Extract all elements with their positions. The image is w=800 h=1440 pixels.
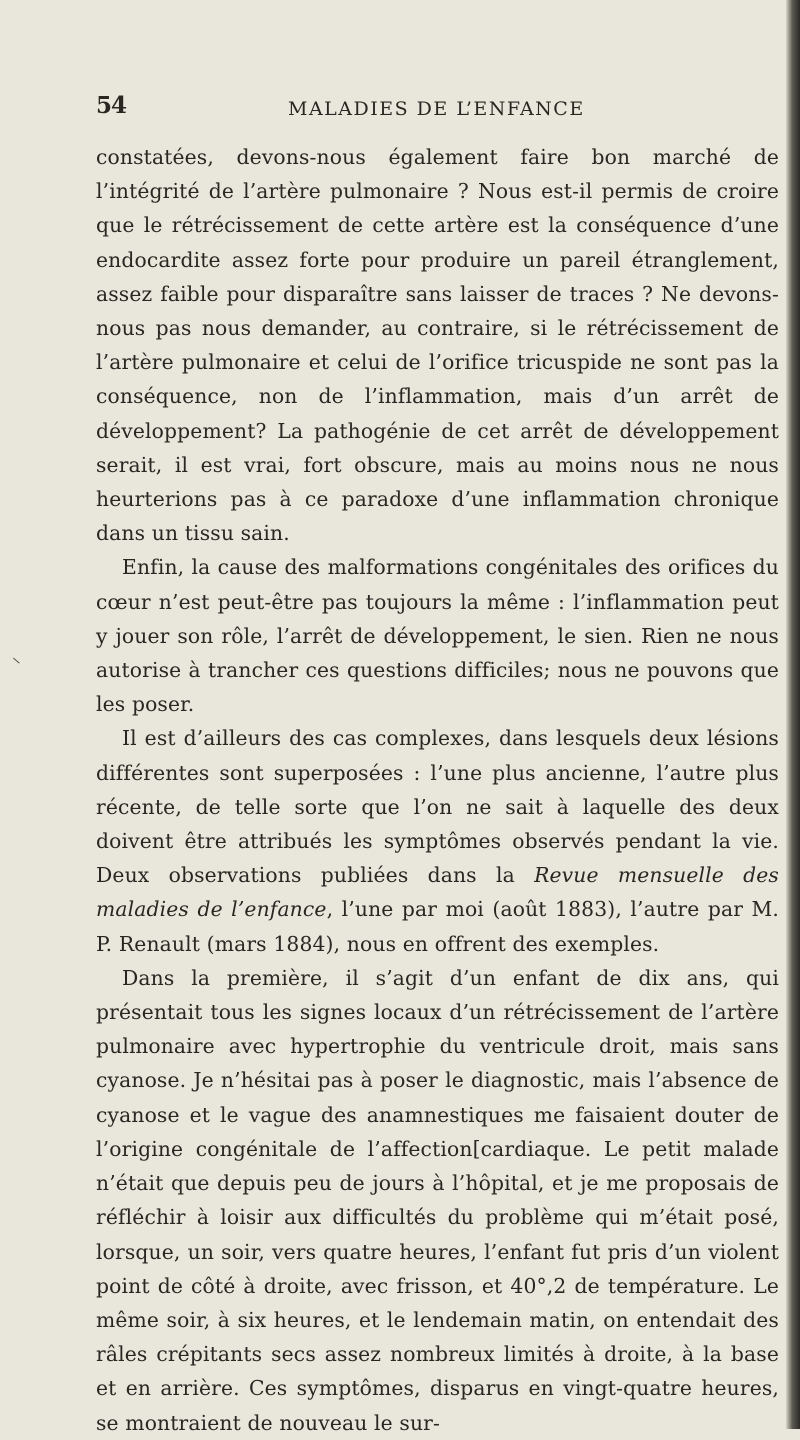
paragraph-2: Enfin, la cause des malformations congénitales des orifices du cœur n’est peut-être pas toujours la même : l’inflammation peut y jouer son rôle, l’arrêt de développement, le sien. Rien ne nous autorise à trancher ces questions difficiles; nous ne pouvons que les poser. [96,555,779,717]
paragraph-1: constatées, devons-nous également faire bon marché de l’intégrité de l’artère pulmonaire ? Nous est-il permis de croire que le rétrécissement de cette artère est la conséquence d’une endocardite assez forte pour produire un pareil étranglement, assez faible pour disparaître sans laisser de traces ? Ne devons-nous pas nous demander, au contraire, si le rétrécissement de l’artère pulmonaire et celui de l’orifice tricuspide ne sont pas la conséquence, non de l’inflammation, mais d’un arrêt de développement? La pathogénie de cet arrêt de développement serait, il est vrai, fort obscure, mais au moins nous ne nous heurterions pas à ce paradoxe d’une inflammation chronique dans un tissu sain. [96,145,779,546]
paragraph-3 [96,721,779,960]
paragraph-3-start: Il est d’ailleurs des cas complexes, dans lesquels deux lésions différentes sont superposées : l’une plus ancienne, l’autre plus récente, de telle sorte que l’on ne sait à laquelle des deux doivent être attribués les symptômes observés pendant la vie. Deux observations publiées dans la [96,726,779,888]
paragraph-3-end: , l’une par moi (août 1883), l’autre par M. P. Renault (mars 1884), nous en offrent des exemples. [96,897,780,956]
page-edge-shadow [786,0,800,1429]
journal-title: Revue mensuelle des maladies de l’enfance [96,863,779,922]
page-header [96,92,736,128]
page-number: 54 [96,92,127,119]
body-text [96,140,779,1440]
running-head: MALADIES DE L’ENFANCE [288,98,585,120]
margin-mark [12,658,19,665]
paragraph-4: Dans la première, il s’agit d’un enfant de dix ans, qui présentait tous les signes locaux d’un rétrécissement de l’artère pulmonaire avec hypertrophie du ventricule droit, mais sans cyanose. Je n’hésitai pas à poser le diagnostic, mais l’absence de cyanose et le vague des anamnestiques me faisaient douter de l’origine congénitale de l’affection[cardiaque. Le petit malade n’était que depuis peu de jours à l’hôpital, et je me proposais de réfléchir à loisir aux difficultés du problème qui m’était posé, lorsque, un soir, vers quatre heures, l’enfant fut pris d’un violent point de côté à droite, avec frisson, et 40°,2 de température. Le même soir, à six heures, et le lendemain matin, on entendait des râles crépitants secs assez nombreux limités à droite, à la base et en arrière. Ces symptômes, disparus en vingt-quatre heures, se montraient de nouveau le sur- [96,965,779,1435]
